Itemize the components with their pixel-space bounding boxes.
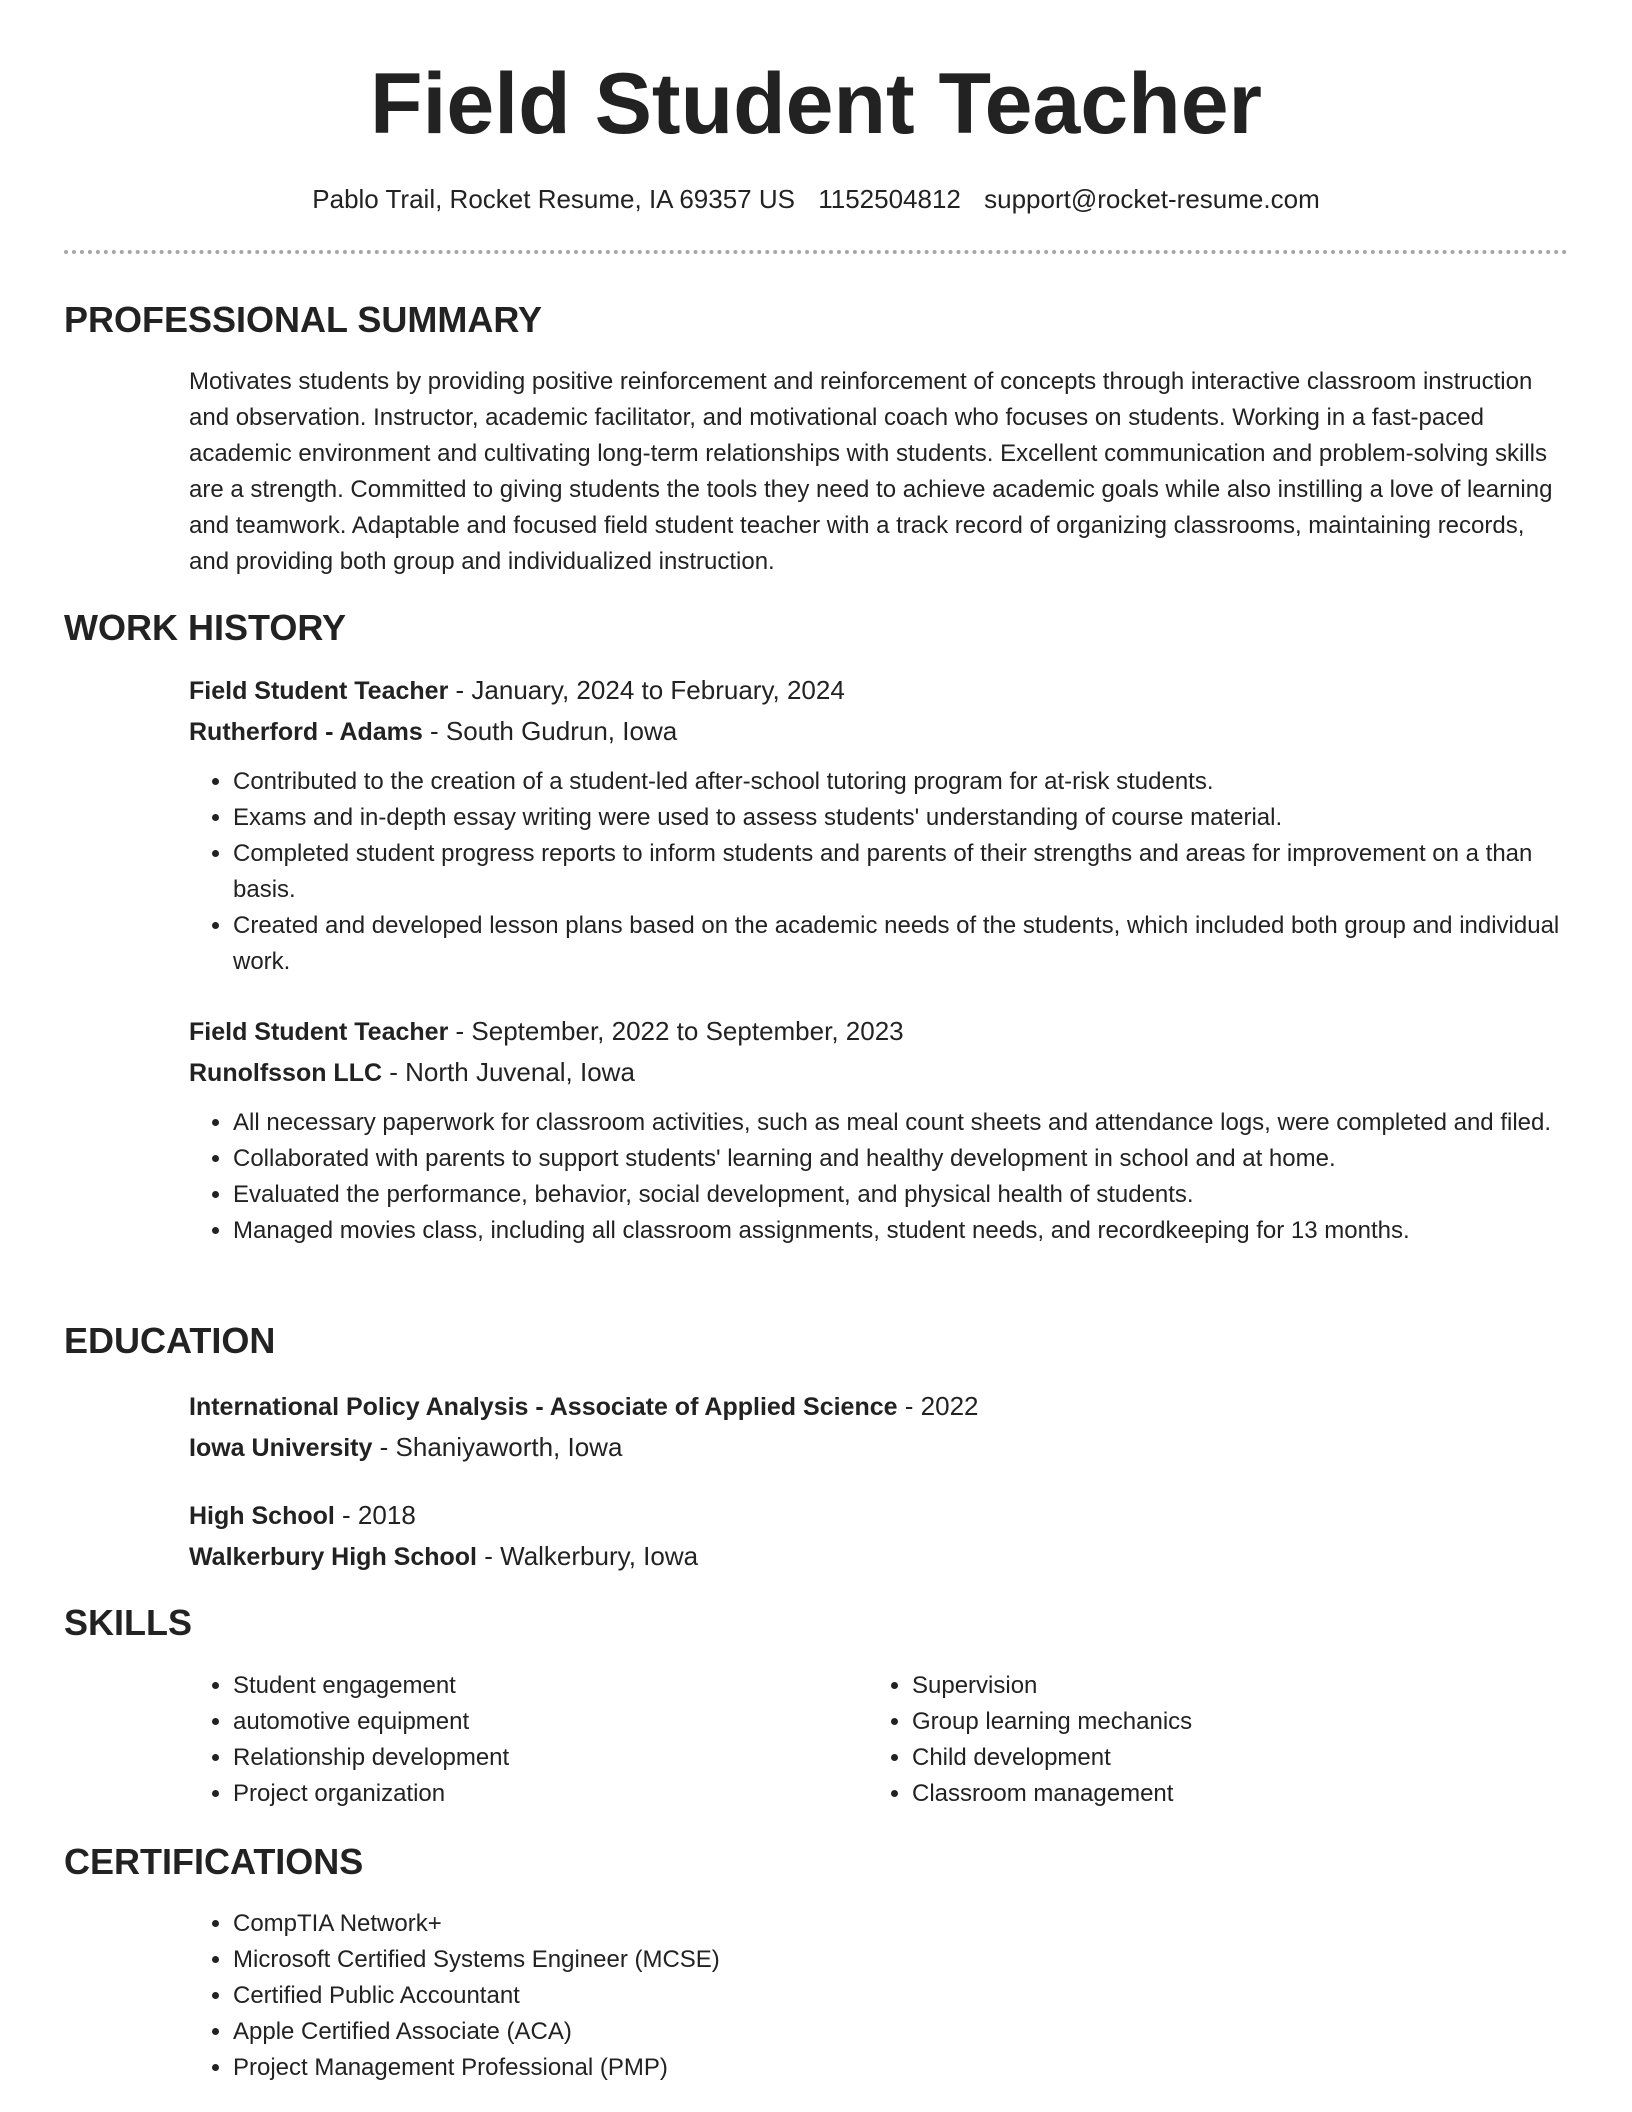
certification-item: • Apple Certified Associate (ACA) [233,2014,1564,2050]
school-line [189,1536,1564,1577]
school-line [189,1427,1564,1468]
certification-item: • Project Management Professional (PMP) [233,2050,1564,2086]
contact-phone: 1152504812 [818,184,961,214]
skill-item: • Classroom management [912,1776,1508,1812]
job-duty-item: • Collaborated with parents to support students' learning and healthy development in school and at home. [233,1141,1564,1177]
job-duties [189,764,1564,980]
work-history-heading: WORK HISTORY [64,607,347,648]
education-entry [189,1495,1564,1577]
skills-heading: SKILLS [64,1602,193,1643]
degree-year: - 2018 [334,1500,416,1530]
skill-item: • automotive equipment [233,1704,829,1740]
job-duty-item: • Managed movies class, including all classroom assignments, student needs, and recordkeeping for 13 months. [233,1213,1564,1249]
skill-item: • Project organization [233,1776,829,1812]
school-name: Walkerbury High School [189,1543,478,1571]
skill-item: • Group learning mechanics [912,1704,1508,1740]
job-company: Rutherford - Adams [189,718,423,746]
education-entry [189,1386,1564,1468]
job-duty-item: • Exams and in-depth essay writing were used to assess students' understanding of course material. [233,800,1564,836]
skill-item: • Child development [912,1740,1508,1776]
header-divider [64,250,1568,254]
job-company-line [189,711,1564,752]
degree-name: High School [189,1502,335,1530]
school-location: - Shaniyaworth, Iowa [372,1432,623,1462]
job-duty-item: • All necessary paperwork for classroom activities, such as meal count sheets and attendance logs, were completed and filed. [233,1105,1564,1141]
degree-line [189,1495,1564,1536]
job-entry [189,670,1564,980]
job-dates: - September, 2022 to September, 2023 [448,1016,904,1046]
skills-list [189,1668,829,1812]
school-location: - Walkerbury, Iowa [477,1541,699,1571]
job-company-line [189,1052,1564,1093]
certifications-section [189,1906,1564,2086]
job-duty-item: • Evaluated the performance, behavior, social development, and physical health of students. [233,1177,1564,1213]
summary-text: Motivates students by providing positive reinforcement and reinforcement of concepts through interactive classroom instruction and observation. Instructor, academic facilitator, and motivational coach who focuses on students. Working in a fast-paced academic environment and cultivating long-term relationships with students. Excellent communication and problem-solving skills are a strength. Committed to giving students the tools they need to achieve academic goals while also instilling a love of learning and teamwork. Adaptable and focused field student teacher with a track record of organizing classrooms, maintaining records, and providing both group and individualized instruction. [189,368,1553,575]
certifications-heading: CERTIFICATIONS [64,1841,364,1882]
job-title-line [189,1011,1564,1052]
job-title-line [189,670,1564,711]
candidate-name: Field Student Teacher [370,56,1262,152]
job-duties [189,1105,1564,1249]
skills-column-left [189,1668,829,1812]
certification-item: • Microsoft Certified Systems Engineer (MCSE) [233,1942,1564,1978]
job-duty-item: • Created and developed lesson plans based on the academic needs of the students, which included both group and individual work. [233,908,1564,980]
contact-address: Pablo Trail, Rocket Resume, IA 69357 US [312,184,795,214]
school-name: Iowa University [189,1434,373,1462]
job-dates: - January, 2024 to February, 2024 [448,675,845,705]
contact-email: support@rocket-resume.com [984,184,1320,214]
skills-list [868,1668,1508,1812]
degree-line [189,1386,1564,1427]
degree-year: - 2022 [897,1391,979,1421]
certifications-list [189,1906,1564,2086]
certification-item: • CompTIA Network+ [233,1906,1564,1942]
job-location: - North Juvenal, Iowa [382,1057,635,1087]
job-duty-item: • Completed student progress reports to inform students and parents of their strengths and areas for improvement on a than basis. [233,836,1564,908]
skill-item: • Supervision [912,1668,1508,1704]
summary-heading: PROFESSIONAL SUMMARY [64,299,543,340]
certification-item: • Certified Public Accountant [233,1978,1564,2014]
job-duty-item: • Contributed to the creation of a student-led after-school tutoring program for at-risk students. [233,764,1564,800]
summary-section [189,364,1564,580]
skill-item: • Student engagement [233,1668,829,1704]
skills-column-right [868,1668,1508,1812]
job-location: - South Gudrun, Iowa [422,716,678,746]
job-entry [189,1011,1564,1249]
degree-name: International Policy Analysis - Associate of Applied Science [189,1393,898,1421]
job-company: Runolfsson LLC [189,1059,383,1087]
job-role: Field Student Teacher [189,677,449,705]
education-heading: EDUCATION [64,1320,276,1361]
skill-item: • Relationship development [233,1740,829,1776]
job-role: Field Student Teacher [189,1018,449,1046]
contact-line [0,181,1632,217]
